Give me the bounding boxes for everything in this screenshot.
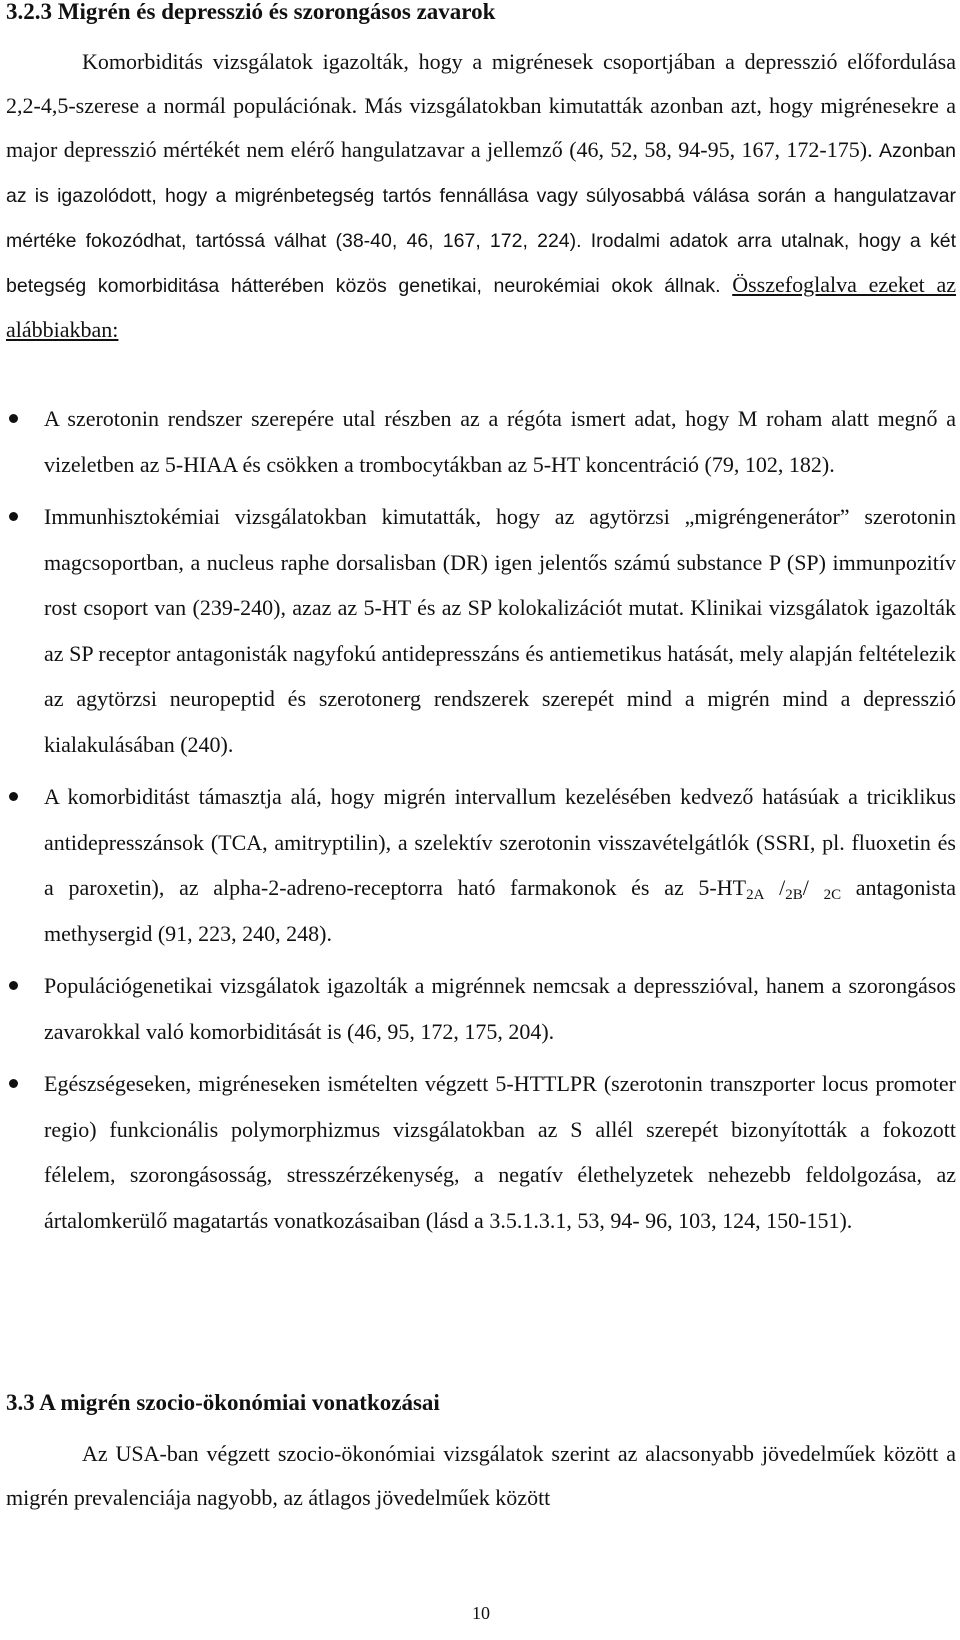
summary-lead-in: Összefoglalva ezeket az alábbiakban:	[6, 272, 956, 342]
separator-1: /	[764, 875, 786, 900]
bullet-text-main: A komorbiditást támasztja alá, hogy migrén intervallum kezelésében kedvező hatásúak a triciklikus antidepresszánsok (TCA, amitryptilin), a szelektív szerotonin visszavételgátlók (SSRI, pl. fluoxetin és a paroxetin), az alpha-2-adreno-receptorra ható farmakonok és az 5-HT	[44, 784, 956, 900]
subscript-2b: 2B	[785, 887, 803, 903]
paragraph-comorbidity-sans-text: Azonban az is igazolódott, hogy a migrénbetegség tartós fennállása vagy súlyosabbá válása során a hangulatzavar mértéke fokozódhat, tartóssá válhat (38-40, 46, 167, 172, 224). Irodalmi adatok arra utalnak, hogy a két betegség komorbiditása hátterében közös genetikai, neurokémiai okok állnak.	[6, 140, 956, 297]
bullet-text: Immunhisztokémiai vizsgálatokban kimutatták, hogy az agytörzsi „migréngenerátor” szerotonin magcsoportban, a nucleus raphe dorsalisban (DR) igen jelentős számú substance P (SP) immunpozitív rost csoport van (239-240), azaz az 5-HT és az SP kolokalizációt mutat. Klinikai vizsgálatok igazolták az SP receptor antagonisták nagyfokú antidepresszáns és antiemetikus hatását, mely alapján feltételezik az agytörzsi neuropeptid és szerotonerg rendszerek szerepét mind a migrén mind a depresszió kialakulásában (240).	[44, 504, 956, 757]
document-page	[6, 0, 956, 1640]
bullet-text: A szerotonin rendszer szerepére utal részben az a régóta ismert adat, hogy M roham alatt megnő a vizeletben az 5-HIAA és csökken a trombocytákban az 5-HT koncentráció (79, 102, 182).	[44, 406, 956, 477]
paragraph-comorbidity-serif-text: Komorbiditás vizsgálatok igazolták, hogy a migrénesek csoportjában a depresszió előfordulása 2,2-4,5-szerese a normál populációnak. Más vizsgálatokban kimutatták azonban azt, hogy migrénesekre a major depresszió mértékét nem elérő hangulatzavar a jellemző (46, 52, 58, 94-95, 167, 172-175).	[6, 49, 956, 162]
bullet-icon	[9, 1079, 18, 1088]
bullet-icon	[9, 512, 18, 521]
list-item	[6, 963, 956, 1054]
subscript-2a: 2A	[746, 887, 765, 903]
separator-2: /	[802, 875, 824, 900]
list-item	[6, 396, 956, 487]
bullet-icon	[9, 981, 18, 990]
bullet-text: Populációgenetikai vizsgálatok igazolták a migrénnek nemcsak a depresszióval, hanem a szorongásos zavarokkal való komorbiditását is (46, 95, 172, 175, 204).	[44, 973, 956, 1044]
bullet-text	[44, 784, 956, 946]
bullet-text: Egészségeseken, migréneseken ismételten végzett 5-HTTLPR (szerotonin transzporter locus promoter regio) funkcionális polymorphizmus vizsgálatokban az S allél szerepét bizonyították a fokozott félelem, szorongásosság, stresszérzékenység, a negatív élethelyzetek nehezebb feldolgozása, az ártalomkerülő magatartás vonatkozásaiban (lásd a 3.5.1.3.1, 53, 94- 96, 103, 124, 150-151).	[44, 1071, 956, 1233]
page-number: 10	[472, 1603, 490, 1623]
bullet-icon	[9, 792, 18, 801]
list-item	[6, 774, 956, 956]
paragraph-comorbidity	[6, 40, 956, 352]
bullet-list	[6, 396, 956, 1250]
list-item	[6, 494, 956, 767]
subscript-2c: 2C	[823, 887, 842, 903]
section-heading-migraine-depression: 3.2.3 Migrén és depresszió és szorongásos zavarok	[6, 0, 496, 24]
paragraph-socioeconomic: Az USA-ban végzett szocio-ökonómiai vizsgálatok szerint az alacsonyabb jövedelműek között a migrén prevalenciája nagyobb, az átlagos jövedelműek között	[6, 1441, 956, 1510]
bullet-text-tail: antagonista methysergid (91, 223, 240, 248).	[44, 875, 956, 946]
bullet-icon	[9, 414, 18, 423]
section-heading-socioeconomic: 3.3 A migrén szocio-ökonómiai vonatkozásai	[6, 1390, 440, 1415]
list-item	[6, 1061, 956, 1243]
